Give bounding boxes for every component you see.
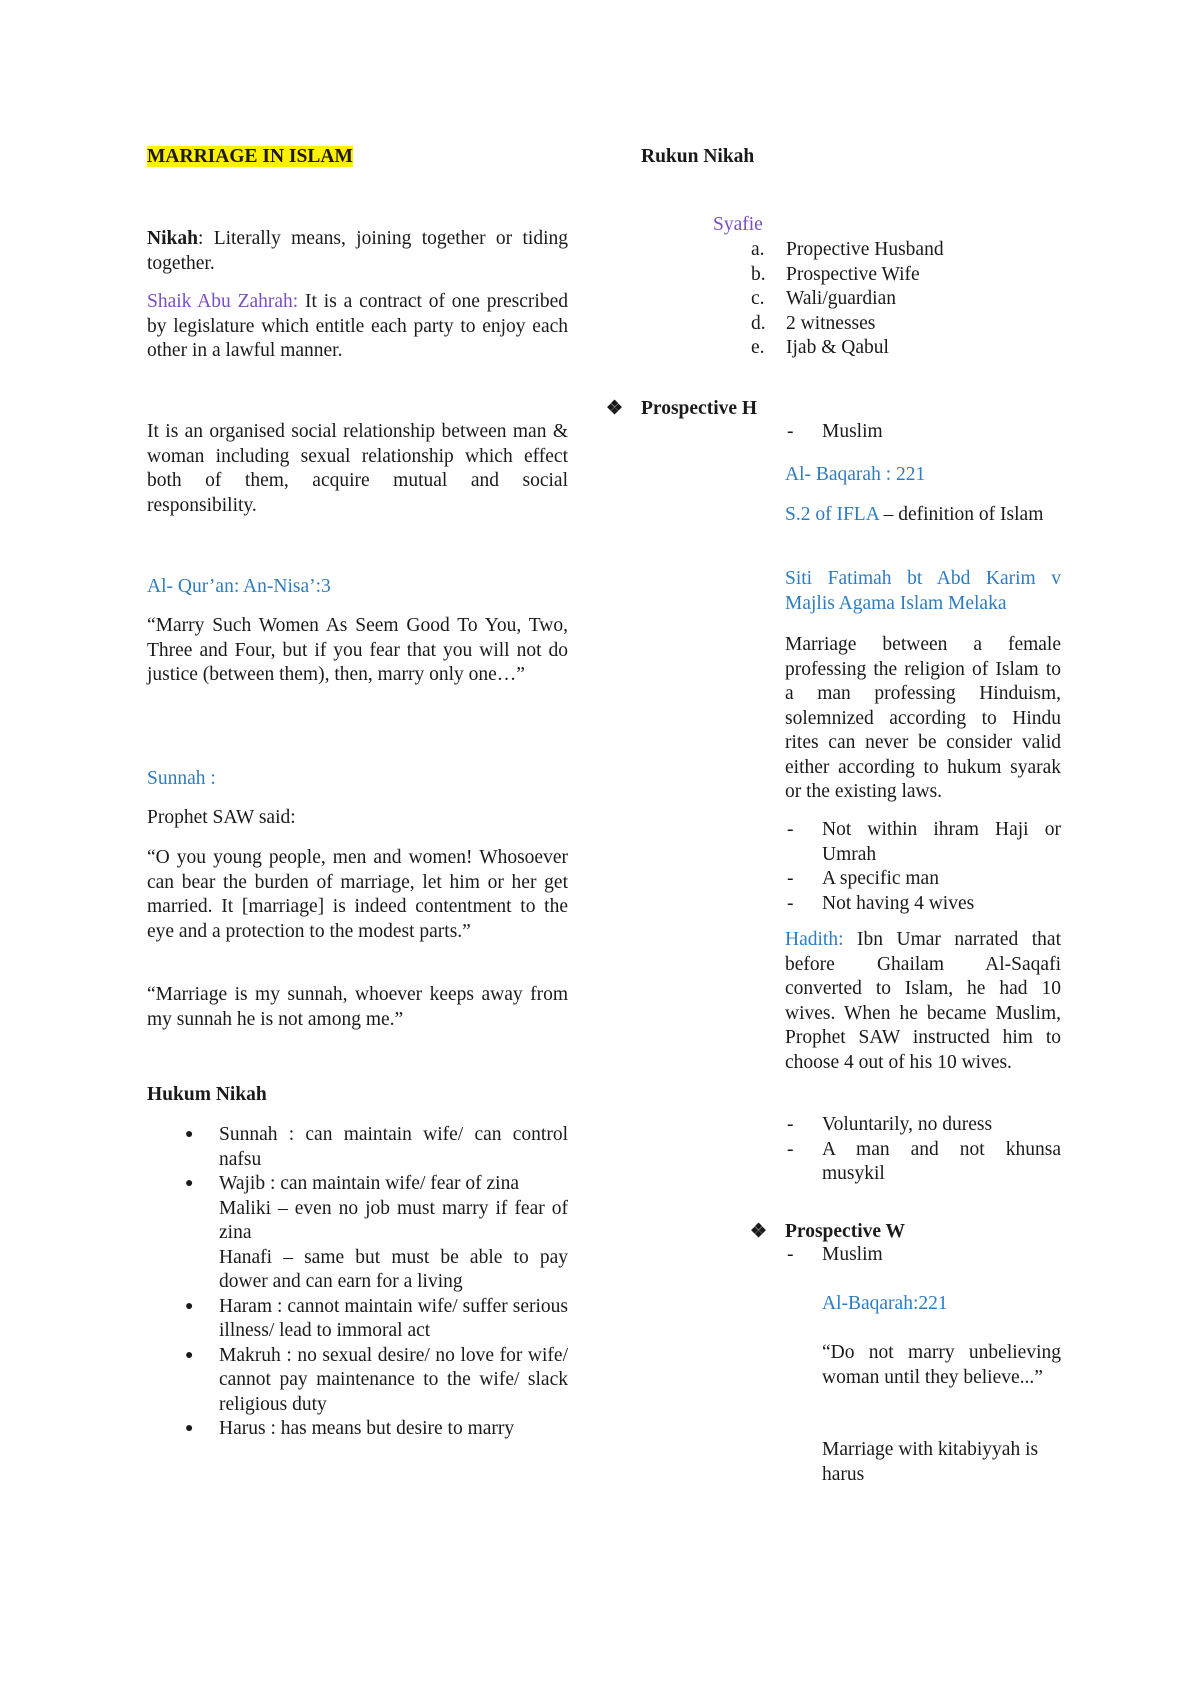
list-item: e. Ijab & Qabul (751, 337, 889, 358)
list-item: - Not having 4 wives (787, 892, 975, 914)
bullet-dot-icon: ● (185, 1421, 194, 1436)
hadith-text: Ibn Umar narrated that before Ghailam Al-Saqafi converted to Islam, he had 10 wives. When he became Muslim, Prophet SAW instructed him to choose 4 out of his 10 wives. (785, 929, 1061, 1073)
pw-muslim-line (785, 1243, 1061, 1268)
list-item: ● Sunnah : can maintain wife/ can control nafsu (185, 1124, 568, 1170)
list-item: - Muslim (787, 1244, 883, 1265)
document-title: MARRIAGE IN ISLAM (147, 146, 353, 167)
hadith-paragraph (785, 928, 1061, 1075)
nikah-text: : Literally means, joining together or tiding together. (147, 228, 568, 274)
quran-quote: “Marry Such Women As Seem Good To You, Two, Three and Four, but if you fear that you will not do justice (between them), then, marry only one…” (147, 615, 568, 685)
ph-baqarah-ref: Al- Baqarah : 221 (785, 464, 926, 485)
ifla-text: – definition of Islam (878, 504, 1044, 525)
sunnah-heading: Sunnah : (147, 768, 216, 789)
pw-baqarah-ref: Al-Baqarah:221 (822, 1293, 948, 1314)
syafie-heading: Syafie (713, 214, 763, 235)
shaik-text: It is a contract of one prescribed by legislature which entitle each party to enjoy each other in a lawful manner. (147, 291, 568, 361)
shaik-label: Shaik Abu Zahrah: (147, 291, 299, 312)
list-item: d. 2 witnesses (751, 312, 876, 334)
list-item: - A specific man (787, 868, 939, 889)
nikah-definition (147, 227, 568, 276)
quote-young-people: “O you young people, men and women! Whosoever can bear the burden of marriage, let him or her get married. It [marriage] is indeed contentment to the eye and a protection to the modest parts.” (147, 847, 568, 942)
bullet-dot-icon: ● (185, 1127, 194, 1142)
hukum-heading: Hukum Nikah (147, 1084, 267, 1105)
list-item: ● Wajib : can maintain wife/ fear of zina Maliki – even no job must marry if fear of zina Hanafi – same but must be able to pay dower and can earn for a living (185, 1173, 568, 1292)
prospective-w-heading: ❖ Prospective W (785, 1220, 1061, 1245)
list-item: - Not within ihram Haji or Umrah (787, 819, 1061, 865)
rukun-list (641, 238, 1061, 361)
list-item: ● Makruh : no sexual desire/ no love for wife/ cannot pay maintenance to the wife/ slack religious duty (185, 1344, 568, 1415)
organised-paragraph: It is an organised social relationship between man & woman including sexual relationship which effect both of them, acquire mutual and social responsibility. (147, 421, 568, 516)
list-item: a. Propective Husband (751, 239, 944, 260)
list-item: - Voluntarily, no duress (787, 1114, 993, 1135)
rukun-heading: Rukun Nikah (641, 146, 755, 167)
ifla-label: S.2 of IFLA (785, 504, 879, 525)
case-name: Siti Fatimah bt Abd Karim v Majlis Agama Islam Melaka (785, 568, 1061, 614)
quran-reference: Al- Qur’an: An-Nisa’:3 (147, 576, 331, 597)
bullet-dot-icon: ● (185, 1347, 194, 1363)
prophet-said: Prophet SAW said: (147, 807, 296, 828)
case-text: Marriage between a female professing the religion of Islam to a man professing Hinduism, solemnized according to Hindu rites can never be consider valid either according to hukum syarak or the existing laws. (785, 634, 1061, 802)
list-item: b. Prospective Wife (751, 263, 920, 285)
bullet-dot-icon: ● (185, 1176, 194, 1191)
kitabiyyah-note: Marriage with kitabiyyah is harus (822, 1439, 1039, 1485)
pw-quote: “Do not marry unbelieving woman until they believe...” (822, 1342, 1061, 1388)
hadith-label: Hadith: (785, 929, 844, 950)
nikah-label: Nikah (147, 228, 198, 249)
hukum-list (147, 1123, 568, 1442)
ifla-definition (785, 503, 1061, 528)
quote-sunnah: “Marriage is my sunnah, whoever keeps away from my sunnah he is not among me.” (147, 984, 568, 1030)
prospective-h-heading: ❖ Prospective H (641, 397, 917, 422)
shaik-definition (147, 290, 568, 364)
right-column (606, 0, 1061, 1485)
list-item: c. Wali/guardian (751, 288, 896, 309)
list-item: ● Haram : cannot maintain wife/ suffer serious illness/ lead to immoral act (185, 1295, 568, 1341)
list-item: - A man and not khunsa musykil (787, 1138, 1061, 1184)
document-title-line (147, 145, 568, 170)
diamond-bullet-icon: ❖ (606, 398, 624, 419)
diamond-bullet-icon: ❖ (750, 1221, 768, 1242)
ph-muslim-line (785, 420, 1061, 445)
bullet-dot-icon: ● (185, 1298, 194, 1314)
ph-conditions-2 (785, 1113, 1061, 1187)
list-item: ● Harus : has means but desire to marry (147, 1417, 568, 1442)
list-item: - Muslim (787, 421, 883, 442)
ph-conditions-1 (785, 818, 1061, 916)
